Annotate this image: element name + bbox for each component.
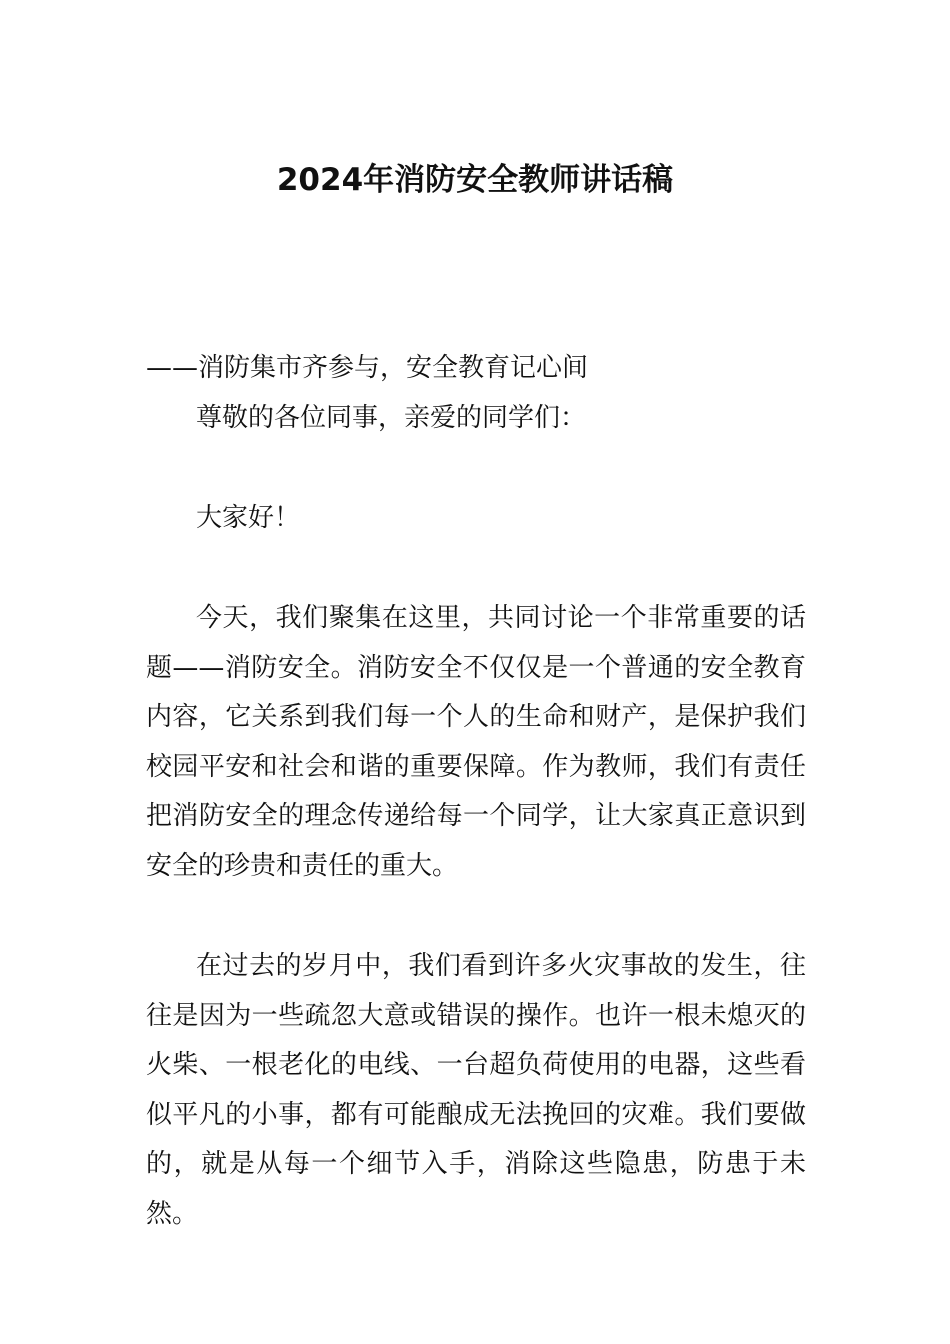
greeting: 大家好！ xyxy=(196,503,301,533)
document-subtitle: ——消防集市齐参与，安全教育记心间 xyxy=(146,353,589,383)
salutation: 尊敬的各位同事，亲爱的同学们： xyxy=(196,403,587,433)
paragraph-2: 在过去的岁月中，我们看到许多火灾事故的发生，往往是因为一些疏忽大意或错误的操作。也许一根未熄灭的火柴、一根老化的电线、一台超负荷使用的电器，这些看似平凡的小事，都有可能酿成无法挽回的灾难。我们要做的，就是从每一个细节入手，消除这些隐患，防患于未然。 xyxy=(146,951,806,1229)
paragraph-1: 今天，我们聚集在这里，共同讨论一个非常重要的话题——消防安全。消防安全不仅仅是一个普通的安全教育内容，它关系到我们每一个人的生命和财产，是保护我们校园平安和社会和谐的重要保障。作为教师，我们有责任把消防安全的理念传递给每一个同学，让大家真正意识到安全的珍贵和责任的重大。 xyxy=(146,603,806,881)
document-title: 2024年消防安全教师讲话稿 xyxy=(276,162,674,198)
